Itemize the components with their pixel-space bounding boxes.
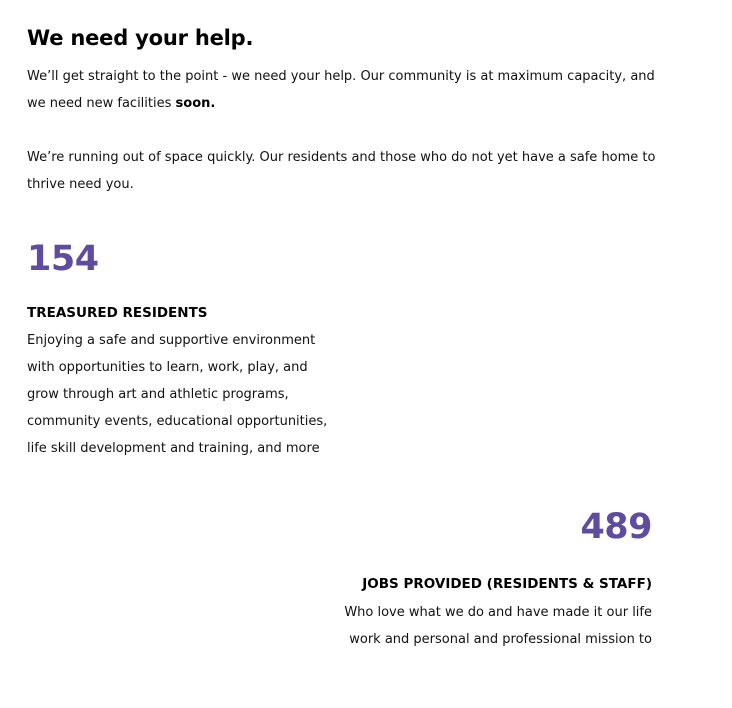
stat-number: 489 xyxy=(580,507,652,547)
intro-paragraph xyxy=(27,63,657,117)
stat-label: TREASURED RESIDENTS xyxy=(27,305,208,321)
stat-label: JOBS PROVIDED (RESIDENTS & STAFF) xyxy=(362,576,652,592)
stat-residents xyxy=(27,236,357,462)
stat-number: 154 xyxy=(27,239,99,279)
page-heading: We need your help. xyxy=(27,26,254,50)
stat-description: Who love what we do and have made it our life work and personal and professional mission to xyxy=(344,605,652,647)
stat-jobs xyxy=(322,504,652,653)
space-paragraph: We’re running out of space quickly. Our residents and those who do not yet have a safe home to thrive need you. xyxy=(27,150,656,192)
intro-emphasis: soon. xyxy=(175,96,216,111)
stat-description: Enjoying a safe and supportive environment with opportunities to learn, work, play, and grow through art and athletic programs, community events, educational opportunities, life skill development and training, and more xyxy=(27,333,328,456)
intro-text: We’ll get straight to the point - we need your help. Our community is at maximum capacity, and we need new facilities xyxy=(27,69,655,111)
